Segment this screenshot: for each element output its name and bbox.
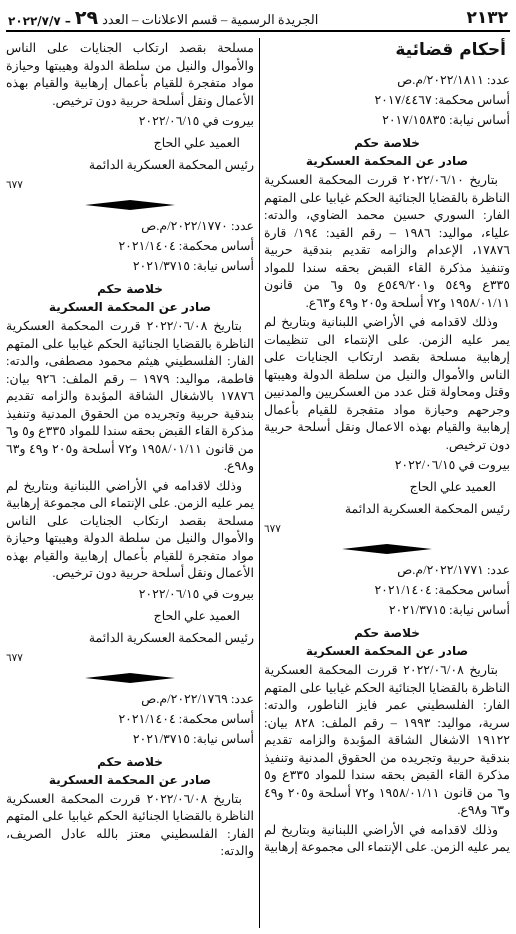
case-1771 xyxy=(264,560,510,857)
header-title: الجريدة الرسمية – قسم الاعلانات – العدد xyxy=(102,12,319,27)
page-header xyxy=(6,6,510,32)
header-right xyxy=(466,8,508,28)
signer-role: رئيس المحكمة العسكرية الدائمة xyxy=(344,502,510,516)
signer-role: رئيس المحكمة العسكرية الدائمة xyxy=(88,158,254,172)
prosecution-base: أساس نيابة: ٢٠٢١/٣٧١٥ xyxy=(132,731,254,746)
summary-title: خلاصة حكم xyxy=(97,754,163,769)
place-date: بيروت في ٢٠٢٢/٠٦/١٥ xyxy=(138,586,254,601)
court-base: أساس محكمة: ٢٠٢١/١٤٠٤ xyxy=(118,711,254,726)
summary-title: خلاصة حكم xyxy=(354,136,420,150)
place-date: بيروت في ٢٠٢٢/٠٦/١٥ xyxy=(138,114,254,128)
case-1770 xyxy=(6,216,254,685)
charges-paragraph: وذلك لاقدامه في الأراضي اللبنانية وبتاريخ لم يمر عليه الزمن. على الإنتماء الى مجموعة إرهابية xyxy=(264,822,510,854)
place-date: بيروت في ٢٠٢٢/٠٦/١٥ xyxy=(394,458,510,472)
diamond-rule-icon xyxy=(342,544,432,554)
separator-ornament xyxy=(264,542,510,556)
charges-paragraph: وذلك لاقدامه في الأراضي اللبنانية وبتاريخ لم يمر عليه الزمن. على الإنتماء الى تنظيمات إرهابية مسلحة بقصد ارتكاب الجنايات على الناس والأموال والنيل من سلطة الدولة وهيبتها وقتل ومحاولة قتل عدد من العسكريين والمدنيين وجرحهم وحيازة مواد متفجرة للقيام بأعمال إرهابية والقيام بهذه الاعمال ونقل أسلحة حربية دون ترخيص. xyxy=(264,315,510,452)
prosecution-base: أساس نيابة: ٢٠١٧/١٥٨٣٥ xyxy=(382,113,510,127)
issuer-title: صادر عن المحكمة العسكرية xyxy=(305,644,469,658)
prosecution-base: أساس نيابة: ٢٠٢١/٣٧١٥ xyxy=(132,259,254,273)
notice-ref: ٦٧٧ xyxy=(6,651,23,664)
diamond-rule-icon xyxy=(85,673,175,683)
column-right xyxy=(264,38,510,928)
court-base: أساس محكمة: ٢٠٢١/١٤٠٤ xyxy=(118,239,254,253)
issue-number: ٢٩ xyxy=(74,7,99,29)
separator-ornament xyxy=(6,671,254,685)
summary-title: خلاصة حكم xyxy=(354,626,420,640)
signer-name: العميد علي الحاج xyxy=(409,480,496,494)
diamond-rule-icon xyxy=(85,200,175,210)
case-number: عدد: ٢٠٢٢/١٧٦٩/م.ص xyxy=(141,691,254,706)
notice-ref: ٦٧٧ xyxy=(264,523,281,535)
case-number: عدد: ٢٠٢٢/١٨١١/م.ص xyxy=(397,73,510,87)
case-number: عدد: ٢٠٢٢/١٧٧٠/م.ص xyxy=(141,219,254,233)
column-left xyxy=(6,38,254,928)
issuer-title: صادر عن المحكمة العسكرية xyxy=(305,154,469,168)
section-heading: أحكام قضائية xyxy=(395,40,506,60)
verdict-paragraph: بتاريخ ٢٠٢٢/٠٦/٠٨ قررت المحكمة العسكرية الناظرة بالقضايا الجنائية الحكم غيابيا على المتهم الفار: الفلسطيني هيثم محمود مصطفى، والدته: فاطمة، مواليد: ١٩٧٩ – رقم الملف: ٩٢٦ بيان: ١٧٨٧٦ بالاشغال الشاقة المؤبدة والزامه تقديم بندقية حربية وتجريده من الحقوق المدنية وتنفيذ مذكرة القاء القبض بحقه سندا للمواد ٣٣٥ع و٥ و٦ من قانون ١٩٥٨/٠١/١١ و٧٢ أسلحة و٢٠٥ و٤٩ و٦٣ و٩٨ع. xyxy=(6,319,254,473)
case-1771-continued xyxy=(6,40,254,212)
header-left xyxy=(8,9,318,28)
separator-ornament xyxy=(6,198,254,212)
signer-name: العميد علي الحاج xyxy=(153,136,240,150)
signer-role: رئيس المحكمة العسكرية الدائمة xyxy=(88,630,254,645)
columns xyxy=(6,38,510,928)
column-divider xyxy=(259,38,260,928)
notice-ref: ٦٧٧ xyxy=(6,179,23,191)
charges-paragraph: وذلك لاقدامه في الأراضي اللبنانية وبتاريخ لم يمر عليه الزمن. على الإنتماء الى مجموعة إرهابية مسلحة بقصد ارتكاب الجنايات على الناس والأموال والنيل من سلطة الدولة وهيبتها وحيازة مواد متفجرة للقيام بأعمال إرهابية والقيام بهذه الأعمال ونقل أسلحة حربية دون ترخيص. xyxy=(6,478,254,580)
signer-name: العميد علي الحاج xyxy=(153,608,240,623)
issue-date: – ٢٠٢٢/٧/٧ xyxy=(8,14,71,28)
case-number: عدد: ٢٠٢٢/١٧٧١/م.ص xyxy=(397,563,510,577)
issuer-title: صادر عن المحكمة العسكرية xyxy=(48,300,212,314)
verdict-paragraph: بتاريخ ٢٠٢٢/٠٦/٠٨ قررت المحكمة العسكرية الناظرة بالقضايا الجنائية الحكم غيابيا على المتهم الفار: الفلسطيني معتز بالله عادل الصريف، والدته: xyxy=(6,791,254,858)
charges-paragraph-continued: مسلحة بقصد ارتكاب الجنايات على الناس والأموال والنيل من سلطة الدولة وهيبتها وحيازة مواد متفجرة للقيام بأعمال إرهابية والقيام بهذه الأعمال ونقل أسلحة حربية دون ترخيص. xyxy=(6,41,254,108)
verdict-paragraph: بتاريخ ٢٠٢٢/٠٦/١٠ قررت المحكمة العسكرية الناظرة بالقضايا الجنائية الحكم غيابيا على المتهم الفار: السوري حسين محمد الضاوي، والدته: علياء، مواليد: ١٩٨٦ – رقم القيد: ١٩٤/ قارة ١٧٨٧٦، الإعدام والزامه تقديم بندقية حربية وتنفيذ مذكرة القاء القبض بحقه سندا للمواد ٣٣٥ع و٥٤٩ و٥٤٩/٢٠١ع و٥ و٦ من قانون ١٩٥٨/٠١/١١ و٧٢ أسلحة و٢٠٥ و٤٩ و٦٣ع. xyxy=(264,173,510,310)
prosecution-base: أساس نيابة: ٢٠٢١/٣٧١٥ xyxy=(388,603,510,617)
case-1769 xyxy=(6,689,254,861)
summary-title: خلاصة حكم xyxy=(97,282,163,296)
case-1811 xyxy=(264,70,510,556)
page-number: ٢١٣٢ xyxy=(466,8,508,28)
issuer-title: صادر عن المحكمة العسكرية xyxy=(48,772,212,787)
court-base: أساس محكمة: ٢٠١٧/٤٤٦٧ xyxy=(374,93,510,107)
court-base: أساس محكمة: ٢٠٢١/١٤٠٤ xyxy=(374,583,510,597)
verdict-paragraph: بتاريخ ٢٠٢٢/٠٦/٠٨ قررت المحكمة العسكرية الناظرة بالقضايا الجنائية الحكم غيابيا على المتهم الفار: الفلسطيني عمر فايز الناطور، والدته: سرية، مواليد: ١٩٩٣ – رقم الملف: ٨٢٨ بيان: ١٩١٢٢ الاشغال الشاقة المؤبدة والزامه تقديم بندقية حربية وتجريده من الحقوق المدنية وتنفيذ مذكرة القاء القبض بحقه سندا للمواد ٣٣٥ع و٥ و٦ من قانون ١٩٥٨/٠١/١١ و٧٢ أسلحة و٢٠٥ و٤٩ و٦٣ و٩٨ع. xyxy=(264,663,510,817)
